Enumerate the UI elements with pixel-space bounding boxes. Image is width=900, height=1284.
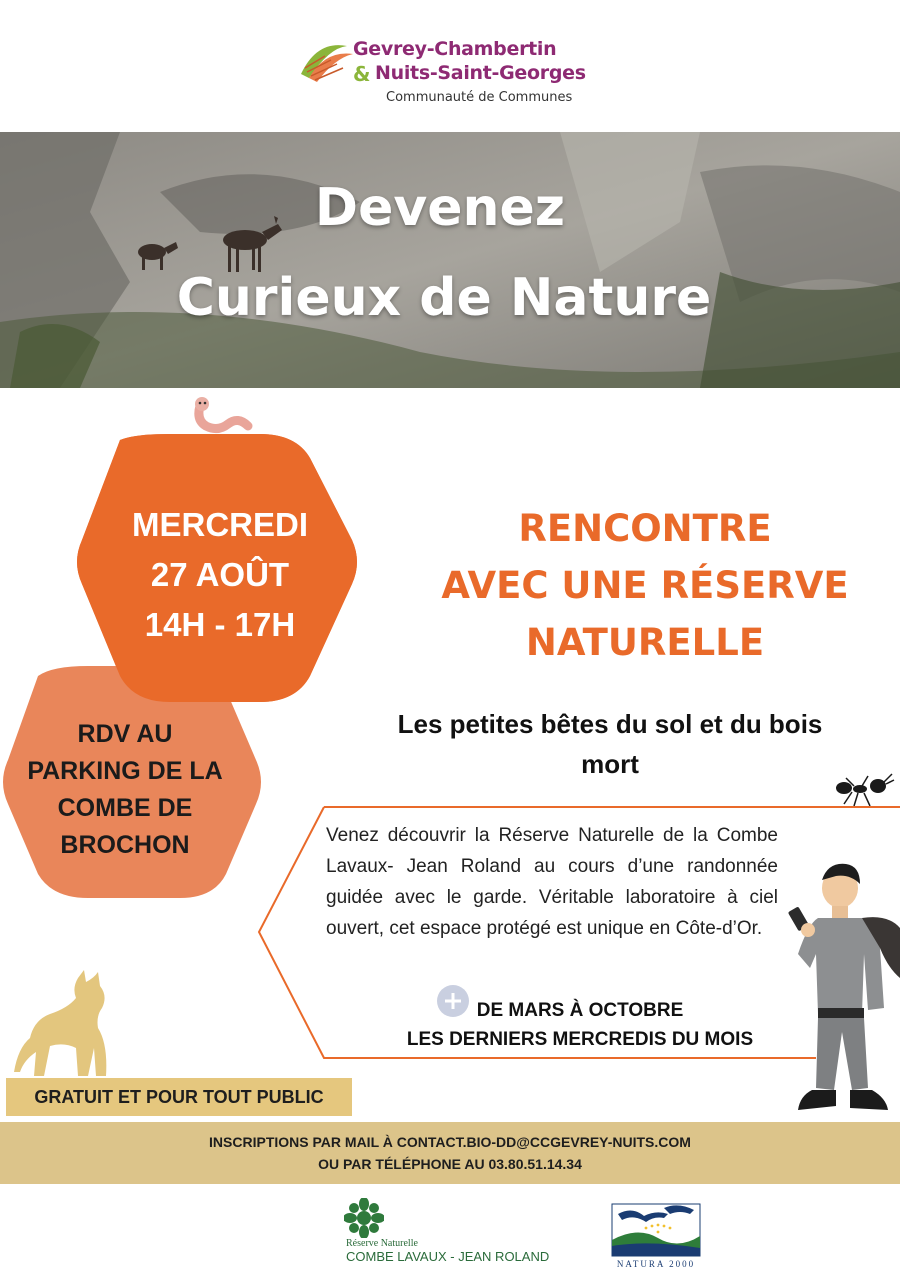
date-weekday: MERCREDI (131, 506, 308, 543)
registration-band (0, 1122, 900, 1184)
community-logo (295, 32, 625, 114)
natura-bird-icon (608, 1196, 704, 1258)
period-line1: DE MARS À OCTOBRE (476, 1000, 684, 1021)
reserve-small-label: Réserve Naturelle (346, 1238, 418, 1249)
meeting-point-block (0, 716, 250, 864)
org-name-line1: Gevrey-Chambertin (353, 38, 557, 60)
date-day: 27 AOÛT (150, 556, 290, 593)
meeting-line1: RDV AU (77, 720, 173, 748)
banner-title-line1: Devenez (314, 178, 566, 238)
price-badge: GRATUIT ET POUR TOUT PUBLIC (6, 1078, 352, 1116)
cliff-banner-photo (0, 132, 900, 388)
meeting-line3: COMBE DE (57, 794, 193, 822)
event-headline (405, 500, 885, 671)
natura-label: NATURA 2000 (616, 1259, 696, 1269)
period-line2: LES DERNIERS MERCREDIS DU MOIS (406, 1029, 754, 1050)
registration-phone[interactable]: OU PAR TÉLÉPHONE AU 03.80.51.14.34 (318, 1156, 582, 1172)
date-time: 14H - 17H (144, 606, 296, 643)
ranger-illustration (788, 858, 900, 1126)
org-subtitle: Communauté de Communes (386, 90, 573, 105)
ant-icon (832, 772, 896, 808)
registration-email[interactable]: INSCRIPTIONS PAR MAIL À CONTACT.BIO-DD@CCGEVREY-NUITS.COM (209, 1134, 691, 1150)
meeting-line2: PARKING DE LA (27, 757, 223, 785)
headline-line3: NATURELLE (525, 621, 765, 664)
reserve-naturelle-logo (330, 1196, 560, 1268)
event-date-block (100, 500, 340, 650)
leaf-emblem-icon (344, 1198, 384, 1238)
org-name-line2: Nuits-Saint-Georges (375, 62, 586, 84)
event-period (360, 996, 800, 1054)
subtitle-line2: mort (581, 749, 639, 779)
natura-2000-logo (608, 1196, 704, 1272)
meeting-line4: BROCHON (60, 831, 190, 859)
headline-line2: AVEC UNE RÉSERVE (441, 564, 849, 607)
event-description: Venez découvrir la Réserve Naturelle de la Combe Lavaux- Jean Roland au cours d’une randonnée guidée avec le garde. Véritable laboratoire à ciel ouvert, cet espace protégé est unique en Côte-d’Or. (326, 825, 778, 939)
org-ampersand: & (353, 62, 371, 86)
vineyard-hills-icon (295, 34, 355, 89)
event-subtitle (340, 704, 880, 784)
lynx-illustration (14, 968, 124, 1080)
headline-line1: RENCONTRE (518, 507, 772, 550)
subtitle-line1: Les petites bêtes du sol et du bois (397, 709, 823, 739)
banner-title-line2: Curieux de Nature (176, 268, 712, 328)
reserve-name-label: COMBE LAVAUX - JEAN ROLAND (346, 1249, 550, 1264)
